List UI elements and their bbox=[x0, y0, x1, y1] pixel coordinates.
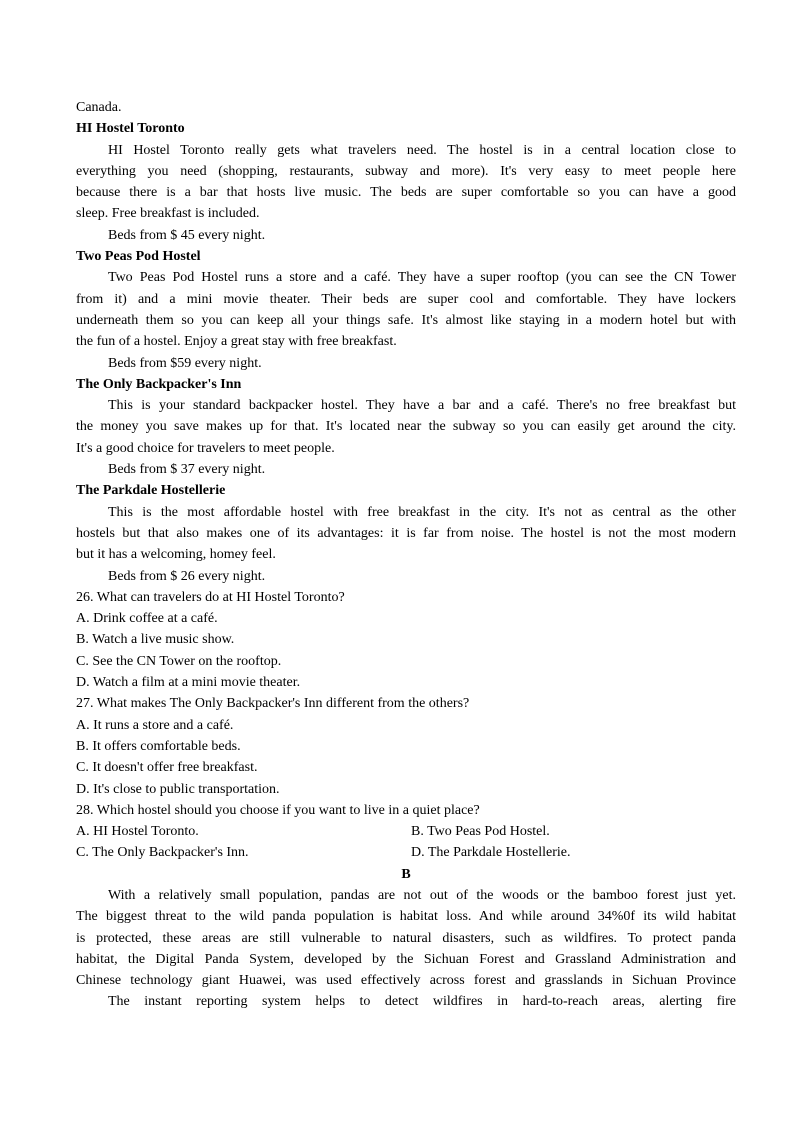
intro-tail: Canada. bbox=[76, 100, 122, 115]
hostel-title: The Parkdale Hostellerie bbox=[76, 483, 226, 499]
question-stem: 26. What can travelers do at HI Hostel Toronto? bbox=[76, 589, 345, 605]
question-option: A. HI Hostel Toronto. bbox=[76, 824, 199, 840]
paragraph-line: With a relatively small population, pandas are not out of the woods or the bamboo forest just yet. bbox=[108, 887, 736, 903]
question-option: D. The Parkdale Hostellerie. bbox=[411, 845, 571, 861]
paragraph-line: hostels but that also makes one of its advantages: it is far from noise. The hostel is not the most modern bbox=[76, 525, 736, 541]
hostel-title: HI Hostel Toronto bbox=[76, 121, 185, 137]
hostel-price: Beds from $59 every night. bbox=[108, 355, 262, 371]
paragraph-line: the fun of a hostel. Enjoy a great stay with free breakfast. bbox=[76, 334, 397, 350]
paragraph-line: The biggest threat to the wild panda population is habitat loss. And while around 34%0f its wild habitat bbox=[76, 909, 736, 925]
paragraph-line: Chinese technology giant Huawei, was used effectively across forest and grasslands in Sichuan Province bbox=[76, 973, 736, 989]
question-stem: 28. Which hostel should you choose if you want to live in a quiet place? bbox=[76, 802, 480, 818]
question-option: B. It offers comfortable beds. bbox=[76, 738, 241, 754]
document-content bbox=[76, 97, 736, 1013]
hostel-price: Beds from $ 26 every night. bbox=[108, 568, 266, 584]
paragraph-line: underneath them so you can keep all your things safe. It's almost like staying in a modern hotel but with bbox=[76, 312, 736, 328]
question-option: D. It's close to public transportation. bbox=[76, 781, 280, 797]
paragraph-line: sleep. Free breakfast is included. bbox=[76, 206, 260, 222]
hostel-price: Beds from $ 45 every night. bbox=[108, 227, 266, 243]
question-option: A. Drink coffee at a café. bbox=[76, 611, 218, 627]
question-option: C. The Only Backpacker's Inn. bbox=[76, 845, 249, 861]
hostel-price: Beds from $ 37 every night. bbox=[108, 462, 266, 478]
paragraph-line: is protected, these areas are still vulnerable to natural disasters, such as wildfires. To protect panda bbox=[76, 930, 736, 946]
question-option: C. See the CN Tower on the rooftop. bbox=[76, 653, 282, 669]
paragraph-line: This is the most affordable hostel with free breakfast in the city. It's not as central as the other bbox=[108, 504, 736, 520]
paragraph-line: because there is a bar that hosts live music. The beds are super comfortable so you can have a good bbox=[76, 185, 736, 201]
paragraph-line: The instant reporting system helps to detect wildfires in hard-to-reach areas, alerting fire bbox=[108, 994, 736, 1010]
paragraph-line: but it has a welcoming, homey feel. bbox=[76, 547, 276, 563]
paragraph-line: HI Hostel Toronto really gets what travelers need. The hostel is in a central location close to bbox=[108, 142, 736, 158]
paragraph-line: everything you need (shopping, restaurants, subway and more). It's very easy to meet people here bbox=[76, 163, 736, 179]
question-option: D. Watch a film at a mini movie theater. bbox=[76, 675, 301, 691]
question-option: B. Two Peas Pod Hostel. bbox=[411, 824, 550, 840]
section-heading: B bbox=[401, 866, 411, 882]
paragraph-line: the money you save makes up for that. It's located near the subway so you can easily get around the city. bbox=[76, 419, 736, 435]
hostel-title: The Only Backpacker's Inn bbox=[76, 376, 242, 392]
question-option: C. It doesn't offer free breakfast. bbox=[76, 760, 258, 776]
paragraph-line: It's a good choice for travelers to meet people. bbox=[76, 440, 335, 456]
paragraph-line: habitat, the Digital Panda System, developed by the Sichuan Forest and Grassland Administration and bbox=[76, 951, 736, 967]
question-option-row bbox=[76, 821, 736, 842]
hostel-title: Two Peas Pod Hostel bbox=[76, 249, 201, 265]
question-option: A. It runs a store and a café. bbox=[76, 717, 234, 733]
question-stem: 27. What makes The Only Backpacker's Inn different from the others? bbox=[76, 696, 470, 712]
question-option: B. Watch a live music show. bbox=[76, 632, 235, 648]
paragraph-line: Two Peas Pod Hostel runs a store and a café. They have a super rooftop (you can see the CN Tower bbox=[108, 270, 736, 286]
paragraph-line: This is your standard backpacker hostel. They have a bar and a café. There's no free breakfast but bbox=[108, 398, 736, 414]
paragraph-line: from it) and a mini movie theater. Their beds are super cool and comfortable. They have lockers bbox=[76, 291, 736, 307]
question-option-row bbox=[76, 842, 736, 863]
